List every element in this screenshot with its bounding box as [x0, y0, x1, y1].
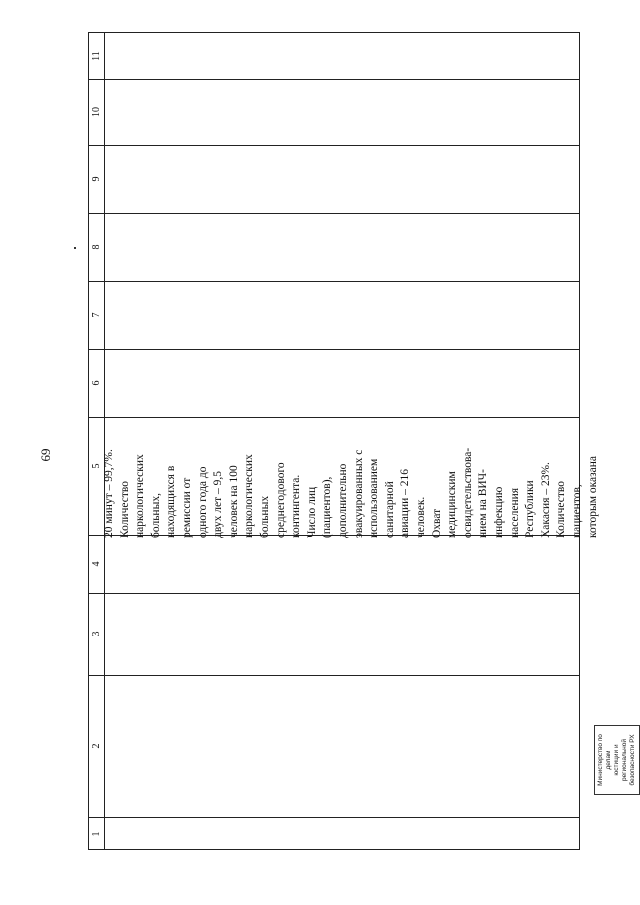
text-line: больных, [149, 493, 162, 538]
column-number-7: 7 [91, 312, 102, 318]
stamp-line: юстиции и региональной [613, 738, 628, 782]
text-line: человек на 100 [227, 465, 240, 538]
text-line: которым оказана [586, 455, 599, 538]
text-line: населения [508, 487, 521, 538]
text-line: среднегодового [274, 462, 287, 538]
column-number-3: 3 [91, 631, 102, 637]
column-divider [89, 675, 579, 676]
column-divider [89, 817, 579, 818]
text-line: наркологических [134, 454, 147, 538]
column-number-2: 2 [91, 743, 102, 749]
text-line: инфекцию [493, 486, 505, 538]
text-line: освидетельствова- [461, 447, 474, 538]
rotated-table [88, 32, 580, 850]
stamp-line: безопасности РХ [629, 734, 636, 786]
text-line: Республики [524, 480, 537, 538]
column-divider [89, 79, 579, 80]
text-line: авиации – 216 [399, 468, 412, 538]
text-line: пациентов, [571, 484, 583, 538]
text-line: (пациентов), [321, 476, 334, 538]
text-line: эвакуированных с [352, 449, 365, 538]
column-number-6: 6 [91, 380, 102, 386]
text-line: Охват [430, 508, 443, 538]
text-line: Количество [118, 481, 131, 538]
column-divider [89, 349, 579, 350]
text-line: одного года до [196, 466, 209, 538]
text-line: Количество [555, 481, 568, 538]
text-line: 20 минут – 99,7%. [103, 449, 115, 538]
column-number-10: 10 [91, 107, 102, 117]
column-divider [89, 593, 579, 594]
text-line: двух лет – 9,5 [212, 470, 225, 538]
column-number-header [89, 33, 105, 849]
column-number-1: 1 [91, 831, 102, 837]
column-number-8: 8 [91, 244, 102, 250]
column-number-5: 5 [91, 463, 102, 469]
column-divider [89, 281, 579, 282]
column-number-4: 4 [91, 561, 102, 567]
text-line: нием на ВИЧ- [477, 469, 490, 538]
text-line: человек. [415, 496, 427, 538]
text-line: использованием [368, 458, 381, 538]
column-divider [89, 145, 579, 146]
text-line: контингента. [290, 474, 303, 538]
stamp-line: Министерство по делам [597, 734, 612, 786]
text-line: находящихся в [165, 465, 178, 538]
scan-mark [74, 247, 76, 249]
column-divider [89, 417, 579, 418]
stamp-text [597, 726, 637, 794]
column-number-9: 9 [91, 176, 102, 182]
column-number-11: 11 [91, 51, 102, 61]
page-number: 69 [38, 448, 53, 462]
text-line: дополнительно [337, 463, 349, 538]
text-line: Хакасия – 23%. [539, 462, 552, 538]
ministry-stamp [594, 725, 640, 795]
text-line: больных [259, 495, 271, 538]
text-line: санитарной [383, 481, 396, 538]
text-line: ремиссии от [181, 477, 193, 538]
text-line: медицинским [446, 471, 459, 538]
text-line: наркологических [243, 454, 256, 538]
column-divider [89, 213, 579, 214]
text-line: Число лиц [305, 486, 318, 538]
